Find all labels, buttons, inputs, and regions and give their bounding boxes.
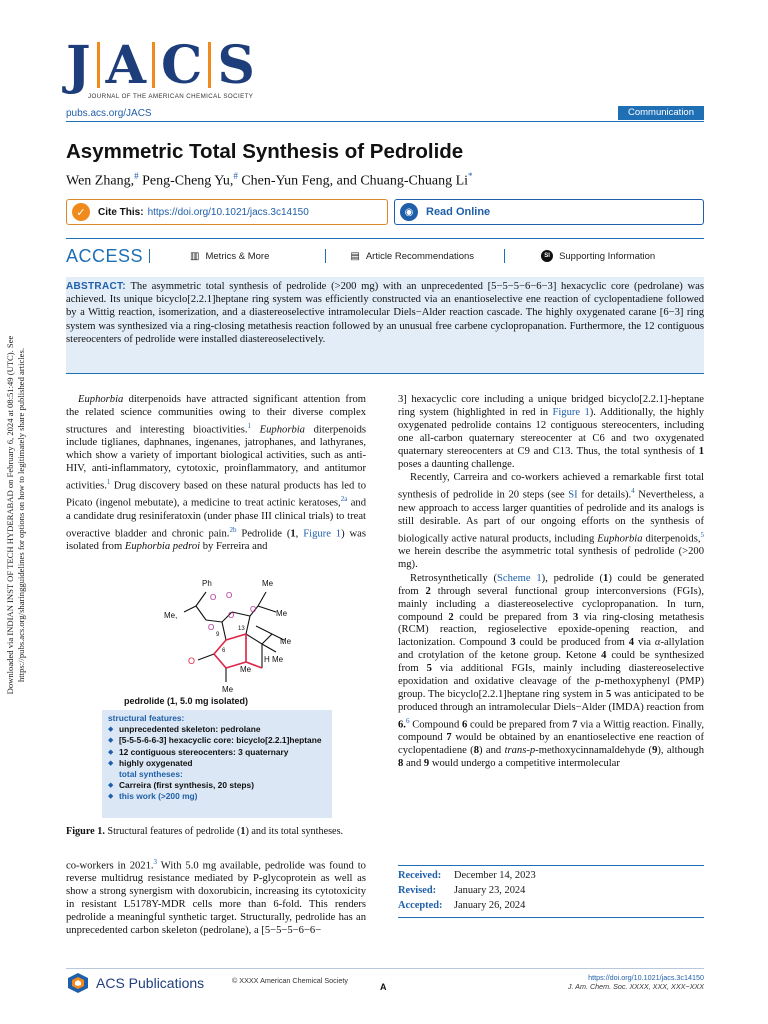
svg-text:Me: Me [262,579,274,588]
metrics-label: Metrics & More [205,250,270,262]
document-list-icon: ▤ [350,250,360,262]
reference[interactable]: 1 [106,477,111,486]
access-rule [66,238,704,239]
reference[interactable]: 2b [229,525,237,534]
diamond-icon: ◆ [108,725,114,734]
reference[interactable]: 4 [631,487,635,496]
figure-caption: Figure 1. Structural features of pedrolide (1) and its total syntheses. [66,826,344,837]
svg-text:Me: Me [280,637,292,646]
diamond-icon: ◆ [108,758,114,767]
svg-text:Me: Me [240,665,252,674]
diamond-icon: ◆ [108,792,114,801]
header-rule [66,121,704,122]
figure-1 [66,572,366,820]
si-link[interactable]: SI [568,489,578,501]
svg-text:Me: Me [222,685,234,694]
paragraph: 3] hexacyclic core including a unique bridged bicyclo[2.2.1]-heptane ring system (highlighted in red in Figure 1). Additionally, the highly oxygenated pedrolide contains 12 contiguous stereocenters, including one all-carbon quaternary stereocenter at C6 and two oxygenated quaternary stereocenters at C9 and C13. Thus, the total synthesis of 1 poses a daunting challenge. [398,394,704,470]
download-notice-text: Downloaded via INDIAN INST OF TECH HYDERABAD on February 6, 2024 at 08:51:49 (UTC). See https://pubs.acs.org/sharingguidelines for options on how to legitimately share published articles. [5,335,26,695]
recommendations-label: Article Recommendations [365,250,475,262]
received-date: Received: December 14, 2023 [398,870,536,881]
body-column-right [398,394,704,772]
author[interactable]: Wen Zhang, [66,173,135,189]
feature-item: ◆ [5-5-5-6-6-3] hexacyclic core: bicyclo[2.2.1]heptane [108,735,322,746]
logo-divider [208,42,211,88]
svg-text:9: 9 [216,632,220,638]
jacs-logo[interactable] [66,35,255,96]
supporting-info-label: Supporting Information [559,250,656,262]
diamond-icon: ◆ [108,747,114,756]
logo-letter-s: S [217,35,255,96]
logo-divider [97,42,100,88]
divider [504,249,505,263]
dates-rule-bottom [398,917,704,918]
dates-rule [398,865,704,866]
bar-chart-icon: ▥ [190,250,200,262]
feature-item: ◆ highly oxygenated [108,757,193,768]
article-title: Asymmetric Total Synthesis of Pedrolide [66,140,464,163]
download-notice [2,300,30,730]
molecule-label: pedrolide (1, 5.0 mg isolated) [124,696,249,706]
reference[interactable]: 1 [247,421,252,430]
figure-link[interactable]: Figure 1 [303,528,342,540]
paragraph: Retrosynthetically (Scheme 1), pedrolide (1) could be generated from 2 through several functional group interconversions (FGIs), mainly including a diastereoselective cyclopropanation. In turn, compound 2 could be prepared from 3 via ring-closing metathesis (RCM) reaction, regioselective epoxide-opening reaction, and lactonization. Compound 3 could be produced from 4 via α-allylation and crotylation of the ketone group. Ketone 4 could be synthesized from 5 via additional FGIs, mainly including diastereoselective epoxidation and oxidative cleavage of the p-methoxyphenyl (PMP) group. The bicyclo[2.2.1]heptane ring system in 5 was anticipated to be produced through an intramolecular Diels−Alder (IMDA) reaction from 6.$^6$ Compound 6 could be prepared from 7 via a Wittig reaction. Finally, compound 7 would be obtained by an enantioselective ene reaction of cyclopentadiene (8) and trans-p-methoxycinnamaldehyde (9), although 8 and 9 would undergo a competitive intermolecular [398,572,705,770]
masthead [66,35,706,112]
diamond-icon: ◆ [108,736,114,745]
features-box [102,710,332,818]
figure-link[interactable]: Figure 1 [552,406,590,418]
footer-citation [530,973,704,991]
read-online-button[interactable] [394,199,704,225]
read-online-label: Read Online [426,206,491,218]
svg-text:Me: Me [276,609,288,618]
corresponding-author-mark[interactable]: * [468,171,473,181]
svg-text:O: O [188,656,196,666]
svg-text:Me,: Me, [164,611,178,620]
abstract-label: ABSTRACT: [66,281,126,292]
svg-text:13: 13 [238,626,245,632]
feature-item: ◆ unprecedented skeleton: pedrolane [108,724,261,735]
pedrolide-structure [126,572,346,700]
svg-text:O: O [210,593,217,602]
author[interactable]: Peng-Cheng Yu, [138,173,234,189]
feature-item: ◆ 12 contiguous stereocenters: 3 quaternary [108,746,289,757]
svg-text:H: H [264,655,270,664]
synthesis-item: ◆ this work (>200 mg) [108,791,198,802]
globe-icon: ◉ [400,203,418,221]
phenyl-label: Ph [202,579,212,588]
copyright: © XXXX American Chemical Society [232,976,348,985]
svg-text:O: O [250,605,257,614]
access-label: ACCESS [66,245,144,266]
cite-this-box[interactable] [66,199,388,225]
doi-link[interactable]: https://doi.org/10.1021/jacs.3c14150 [147,206,309,218]
scheme-link[interactable]: Scheme 1 [497,572,542,584]
equal-contribution-mark[interactable]: # [233,171,238,181]
reference[interactable]: 5 [700,530,704,539]
logo-letter-j: J [66,35,91,96]
checkmark-icon: ✓ [72,203,90,221]
logo-letter-a: A [105,35,146,96]
syntheses-heading: total syntheses: [119,769,183,780]
reference[interactable]: 6 [405,716,410,725]
metrics-link[interactable] [190,251,269,262]
svg-text:6: 6 [222,648,226,654]
reference[interactable]: 3 [153,858,158,866]
journal-citation: J. Am. Chem. Soc. XXXX, XXX, XXX−XXX [567,982,704,991]
paragraph: co-workers in 2021.$^3$ With 5.0 mg available, pedrolide was found to reverse multidrug resistance mediated by P-glycoprotein as well as show a strong synergism with doxorubicin, increasing its cytotoxicity in resistant L5178Y-MDR cells more than 6-fold. This renders pedrolide a meaningful synthetic target. Structurally, pedrolide has an unprecedented carbon skeleton (pedrolane), a [5−5−5−6−6− [66,858,366,937]
journal-name: JOURNAL OF THE AMERICAN CHEMICAL SOCIETY [88,93,254,100]
author-list [66,171,473,190]
article-type-badge: Communication [618,106,704,120]
footer-doi-link[interactable]: https://doi.org/10.1021/jacs.3c14150 [588,973,704,982]
acs-publications-logo[interactable] [66,972,204,994]
synthesis-item: ◆ Carreira (first synthesis, 20 steps) [108,780,254,791]
svg-text:O: O [208,623,215,632]
diamond-icon: ◆ [108,781,114,790]
abstract [66,277,704,373]
revised-date: Revised: January 23, 2024 [398,885,526,896]
divider [149,249,150,263]
svg-text:O: O [228,611,235,620]
access-bar [66,244,704,268]
logo-divider [152,42,155,88]
publisher-name: ACS Publications [96,975,205,991]
body-column-left-continued [66,856,366,939]
paragraph: Euphorbia diterpenoids have attracted significant attention from the related science communities owing to their diverse complex structures and interesting bioactivities.$^1$ Euphorbia diterpenoids include tiglianes, daphnanes, ingenanes, jatrophanes, and lathyranes, which show a variety of important biological activities, such as anti-HIV, anti-inflammatory, cytotoxic, proinflammatory, and antitumor activities.$^1$ Drug discovery based on these natural products has led to Picato (ingenol mebutate), a medicine to treat actinic keratoses,$^{2a}$ and a candidate drug resiniferatoxin (under phase III clinical trials) to treat overactive bladder and chronic pain.$^{2b}$ Pedrolide (1, Figure 1) was isolated from Euphorbia pedroi by Ferreira and [66,394,367,553]
reference[interactable]: 2a [340,495,348,504]
page-number: A [380,982,387,992]
supporting-info-link[interactable] [541,250,655,262]
svg-text:Me: Me [272,655,284,664]
si-icon: SI [541,250,553,262]
divider [325,249,326,263]
article-dates [398,868,598,913]
journal-site-link[interactable]: pubs.acs.org/JACS [66,108,152,119]
author[interactable]: Chen-Yun Feng, and Chuang-Chuang Li [237,173,469,189]
svg-text:O: O [226,591,233,600]
equal-contribution-mark[interactable]: # [134,171,139,181]
abstract-text: The asymmetric total synthesis of pedrolide (>200 mg) with an unprecedented [5−5−5−6−6−3] hexacyclic core (pedrolane) was achieved. Its unique bicyclo[2.2.1]heptane ring system was efficiently constructed via an enantioselective ene reaction of cyclopentadiene followed by a Wittig reaction, isomerization, and a diastereoselective intramolecular Diels−Alder reaction cascade. The highly oxygenated carane [6−3] ring system was synthesized via a ring-closing metathesis reaction followed by an unusual free carbene cyclopropanation. Furthermore, the 12 contiguous stereocenters of pedrolide were installed diastereoselectively. [66,281,704,345]
logo-letter-c: C [160,35,203,96]
cite-label: Cite This: [98,206,144,218]
body-column-left [66,394,366,555]
accepted-date: Accepted: January 26, 2024 [398,900,526,911]
abstract-rule [66,373,704,374]
recommendations-link[interactable] [350,251,474,262]
footer-rule [66,968,704,969]
paragraph: Recently, Carreira and co-workers achieved a remarkable first total synthesis of pedrolide in 20 steps (see SI for details).$^4$ Nevertheless, a new approach to access larger quantities of pedrolide and its analogs is still desirable. As part of our ongoing efforts on the synthesis of biologically active natural products, including Euphorbia diterpenoids,$^5$ we herein describe the asymmetric total synthesis of pedrolide (>200 mg). [398,472,705,570]
features-heading: structural features: [108,713,185,723]
acs-hexagon-icon [66,972,90,994]
